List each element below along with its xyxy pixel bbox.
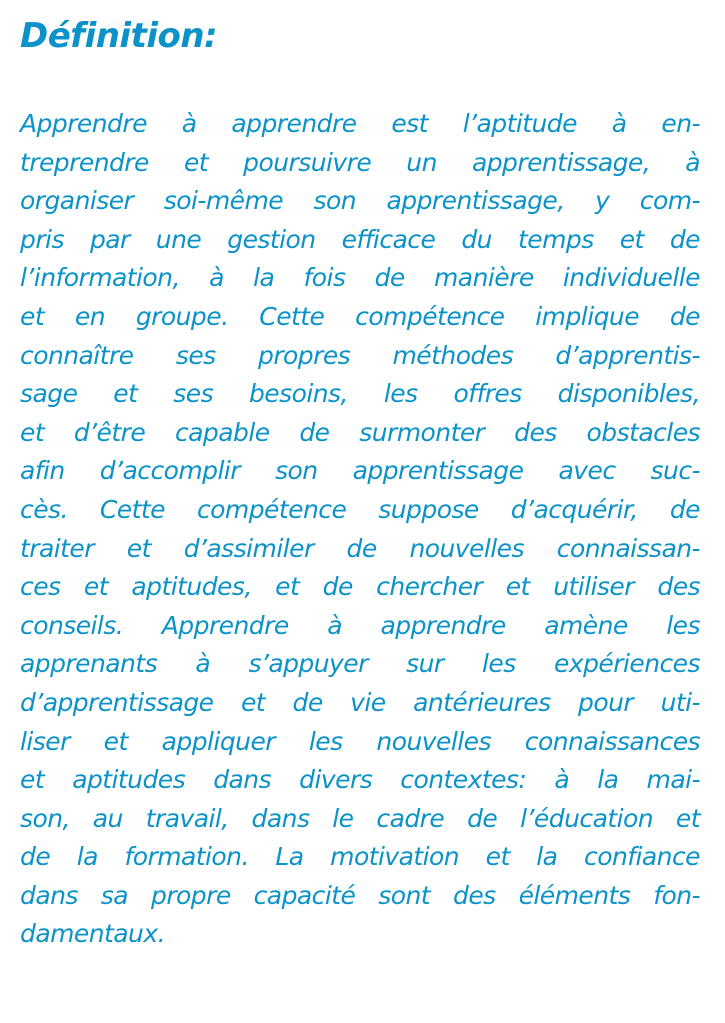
document-page (20, 10, 700, 949)
paragraph-line: traiter et d’assimiler de nouvelles connaissan- (20, 533, 700, 563)
definition-paragraph (20, 105, 700, 954)
paragraph-line: liser et appliquer les nouvelles connaissances (20, 726, 700, 756)
paragraph-line: pris par une gestion efficace du temps et de (20, 224, 700, 254)
paragraph-line: damentaux. (20, 919, 165, 949)
paragraph-line: et aptitudes dans divers contextes: à la mai- (20, 765, 700, 795)
paragraph-line: dans sa propre capacité sont des éléments fon- (20, 880, 700, 910)
paragraph-line: apprenants à s’appuyer sur les expériences (20, 649, 700, 679)
paragraph-line: son, au travail, dans le cadre de l’éducation et (20, 803, 700, 833)
paragraph-line: sage et ses besoins, les offres disponibles, (20, 379, 700, 409)
paragraph-line: cès. Cette compétence suppose d’acquérir, de (20, 494, 700, 524)
paragraph-line: treprendre et poursuivre un apprentissage, à (20, 147, 700, 177)
paragraph-line: Apprendre à apprendre est l’aptitude à en- (20, 109, 700, 138)
paragraph-line: l’information, à la fois de manière individuelle (20, 263, 700, 293)
paragraph-line: connaître ses propres méthodes d’apprentis- (20, 340, 700, 370)
paragraph-line: conseils. Apprendre à apprendre amène les (20, 610, 700, 640)
paragraph-line: et d’être capable de surmonter des obstacles (20, 417, 700, 447)
paragraph-line: ces et aptitudes, et de chercher et utiliser des (20, 572, 700, 602)
paragraph-line: et en groupe. Cette compétence implique de (20, 301, 700, 331)
paragraph-line: d’apprentissage et de vie antérieures pour uti- (20, 687, 700, 717)
section-title: Définition: (20, 16, 218, 56)
paragraph-line: de la formation. La motivation et la confiance (20, 842, 700, 872)
paragraph-line: organiser soi-même son apprentissage, y com- (20, 186, 700, 216)
paragraph-line: afin d’accomplir son apprentissage avec suc- (20, 456, 700, 486)
